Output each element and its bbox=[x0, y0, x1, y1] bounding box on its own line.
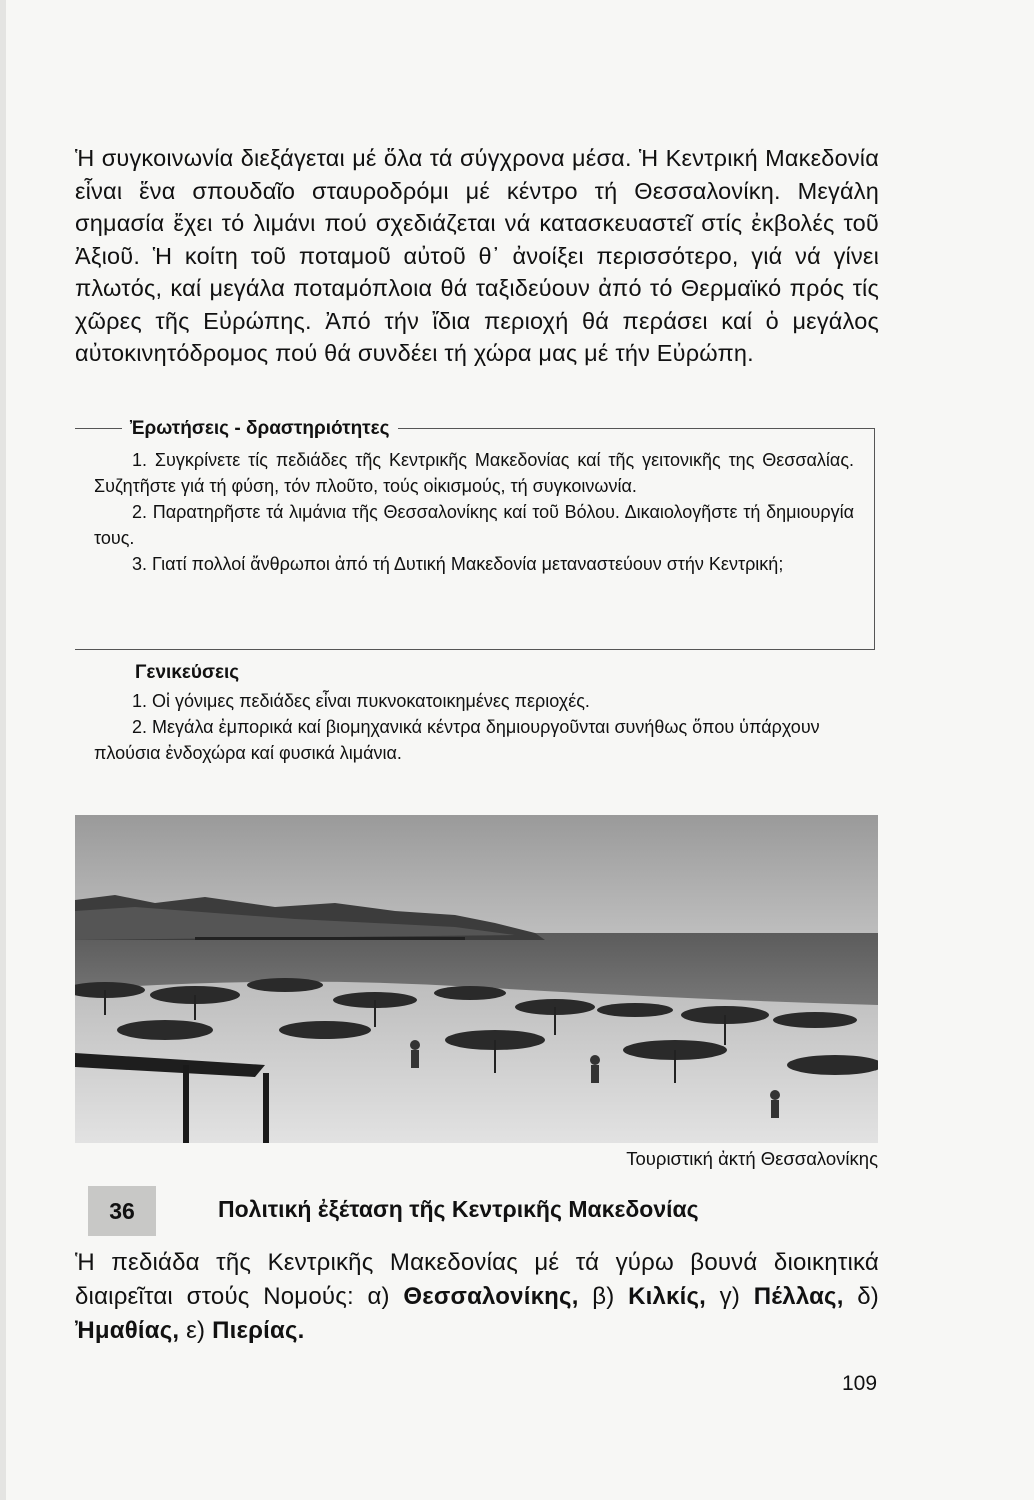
questions-title: Ἐρωτήσεις - δραστηριότητες bbox=[122, 418, 398, 440]
question-item: 3. Γιατί πολλοί ἄνθρωποι ἀπό τή Δυτική Μακεδονία μεταναστεύουν στήν Κεντρική; bbox=[132, 554, 784, 574]
generalization-item: 1. Οἱ γόνιμες πεδιάδες εἶναι πυκνοκατοικημένες περιοχές. bbox=[132, 691, 590, 711]
prefecture-pieria: Πιερίας. bbox=[212, 1317, 305, 1344]
prefecture-pella: Πέλλας, bbox=[753, 1283, 844, 1310]
beach-photo bbox=[75, 815, 878, 1143]
generalization-item: 2. Μεγάλα ἐμπορικά καί βιομηχανικά κέντρα δημιουργοῦνται συνήθως ὅπου ὑπάρχουν πλούσια ἐνδοχώρα καί φυσικά λιμάνια. bbox=[94, 717, 820, 763]
generalizations-title: Γενικεύσεις bbox=[135, 662, 240, 683]
questions-list bbox=[94, 447, 854, 577]
page-edge-shadow bbox=[0, 0, 6, 1500]
list-separator: β) bbox=[578, 1283, 629, 1310]
intro-paragraph: Ἡ συγκοινωνία διεξάγεται μέ ὅλα τά σύγχρονα μέσα. Ἡ Κεντρική Μακεδονία εἶναι ἕνα σπουδαῖο σταυροδρόμι μέ κέντρο τή Θεσσαλονίκη. Μεγάλη σημασία ἔχει τό λιμάνι πού σχεδιάζεται νά κατασκευαστεῖ στίς ἐκβολές τοῦ Ἀξιοῦ. Ἡ κοίτη τοῦ ποταμοῦ αὐτοῦ θ᾿ ἀνοίξει περισσότερο, γιά νά γίνει πλωτός, καί μεγάλα ποταμόπλοια θά ταξιδεύουν ἀπό τό Θερμαϊκό πρός τίς χῶρες τῆς Εὐρώπης. Ἀπό τήν ἴδια περιοχή θά περάσει καί ὁ μεγάλος αὐτοκινητόδρομος πού θά συνδέει τή χώρα μας μέ τήν Εὐρώπη. bbox=[75, 145, 879, 366]
list-separator: δ) bbox=[843, 1283, 879, 1310]
section-body-text: Ἡ πεδιάδα τῆς Κεντρικῆς Μακεδονίας μέ τά γύρω βουνά διοικητικά διαιρεῖται στούς Νομούς: α) bbox=[75, 1249, 879, 1310]
prefecture-kilkis: Κιλκίς, bbox=[628, 1283, 707, 1310]
prefecture-thessaloniki: Θεσσαλονίκης, bbox=[403, 1283, 579, 1310]
list-separator: γ) bbox=[706, 1283, 754, 1310]
question-item: 1. Συγκρίνετε τίς πεδιάδες τῆς Κεντρικῆς Μακεδονίας καί τῆς γειτονικῆς της Θεσσαλίας. Συζητῆστε γιά τή φύση, τόν πλοῦτο, τούς οἰκισμούς, τή συγκοινωνία. bbox=[94, 450, 854, 496]
prefecture-imathia: Ἠμαθίας, bbox=[75, 1317, 180, 1344]
question-item: 2. Παρατηρῆστε τά λιμάνια τῆς Θεσσαλονίκης καί τοῦ Βόλου. Δικαιολογῆστε τή δημιουργία τους. bbox=[94, 502, 854, 548]
page-number: 109 bbox=[842, 1372, 878, 1395]
section-title: Πολιτική ἐξέταση τῆς Κεντρικῆς Μακεδονίας bbox=[218, 1196, 699, 1222]
section-number: 36 bbox=[88, 1186, 156, 1236]
section-body bbox=[75, 1246, 879, 1348]
generalizations-list bbox=[94, 688, 854, 766]
photo-caption: Τουριστική ἀκτή Θεσσαλονίκης bbox=[626, 1148, 878, 1169]
list-separator: ε) bbox=[179, 1317, 213, 1344]
